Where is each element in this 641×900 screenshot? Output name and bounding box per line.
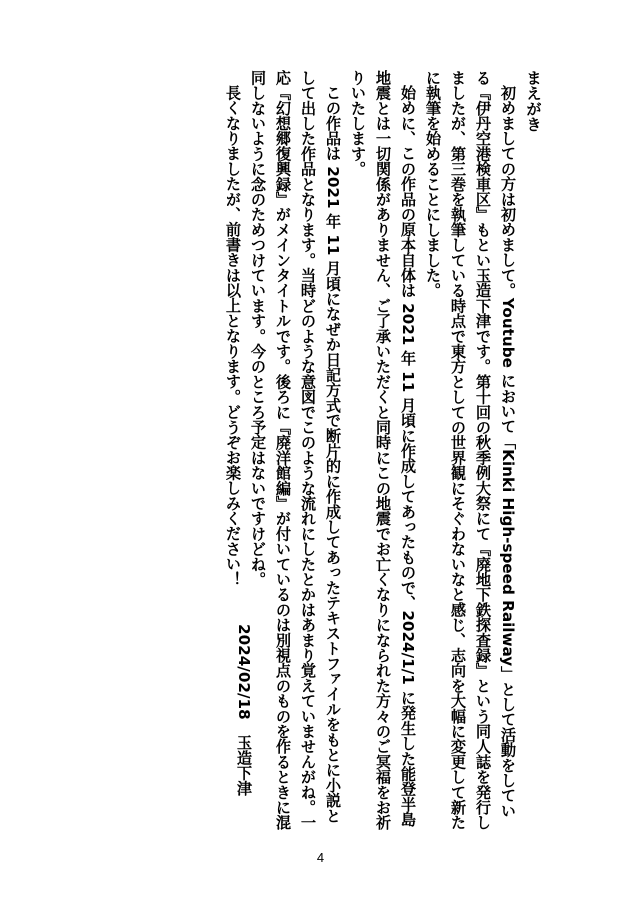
preface-paragraph-1: 初めましての方は初めまして。Youtube において「Kinki High-speed Railway」として活動をしている『伊丹空港検車区』もとい玉造下津です。第十回の秋季例大祭にて『廃地下鉄探査録』という同人誌を発行しましたが、第三巻を執筆している時点で東方としての世界観にそぐわないなと感じ、志向を大幅に変更して新たに執筆を始めることにしました。	[424, 70, 517, 830]
preface-body	[85, 70, 545, 830]
preface-paragraph-2: 始めに、この作品の原本自体は 2021 年 11 月頃に作成してあったもので、2024/1/1 に発生した能登半島地震とは一切関係がありません、ご了承いただくと同時にこの地震でお亡くなりになられた方々のご冥福をお祈りいたします。	[349, 70, 417, 830]
preface-paragraph-4: 長くなりましたが、前書きは以上となります。どうぞお楽しみください！	[224, 85, 242, 587]
page-number: 4	[316, 850, 325, 865]
preface-paragraph-3: この作品は 2021 年 11 月頃になぜか日記方式で断片的に作成してあったテキストファイルをもとに小説として出した作品となります。当時どのような意図でこのような流れにしたとかはあまり覚えていませんがね。一応『幻想郷復興録』がメインタイトルです。後ろに『廃洋館編』が付いているのは別視点のものを作るときに混同しないように念のためつけています。今のところ予定はないですけどね。	[249, 70, 342, 830]
signature-date-author: 2024/02/18 玉造下津	[235, 624, 253, 796]
preface-heading: まえがき	[524, 70, 542, 132]
